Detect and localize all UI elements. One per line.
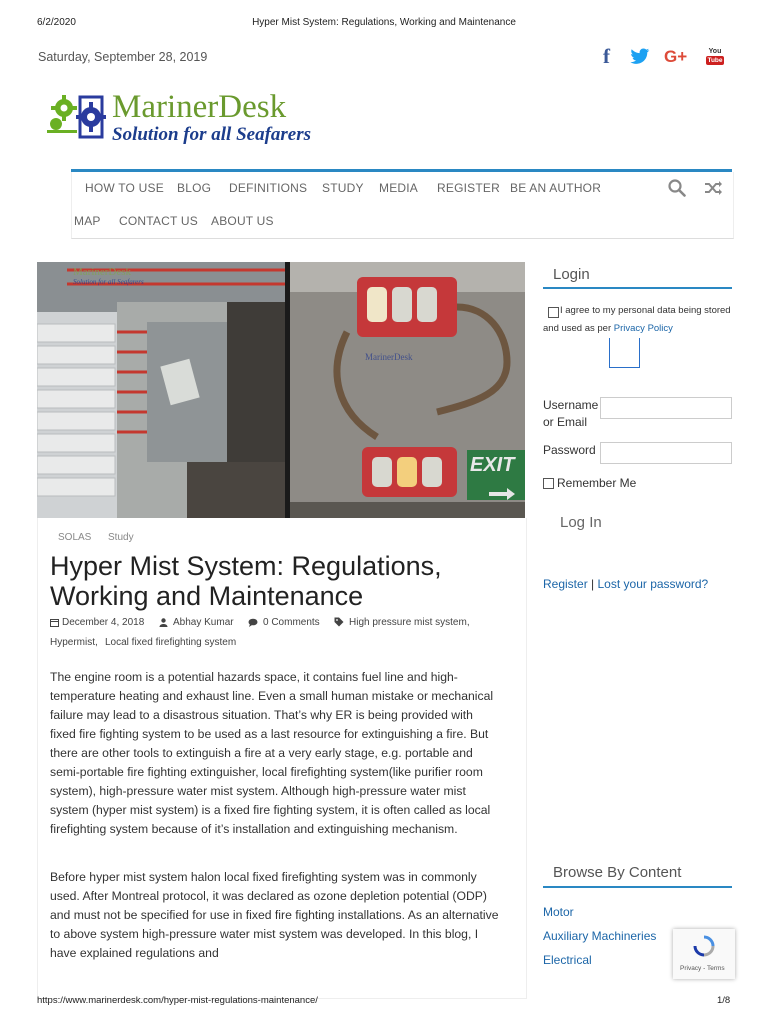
- article-paragraph-2: Before hyper mist system halon local fixed firefighting system was in commonly used. After Montreal protocol, it was declared as ozone depletion potential (ODP) and must not be specified for use in fixed fire fighting installations. As an alternative to above system high-pressure water mist system was developed. In this blog, I have explained regulations and: [50, 870, 499, 960]
- logo-name[interactable]: MarinerDesk: [112, 89, 287, 125]
- watermark-name: MarinerDesk: [73, 266, 132, 278]
- nav-about-us[interactable]: ABOUT US: [211, 214, 274, 228]
- nav-media[interactable]: MEDIA: [379, 181, 419, 195]
- facebook-icon[interactable]: f: [603, 44, 610, 68]
- print-page-number: 1/8: [717, 995, 731, 1006]
- nav-how-to-use[interactable]: HOW TO USE: [85, 181, 164, 195]
- watermark-name-2: MarinerDesk: [365, 352, 413, 362]
- nav-map[interactable]: MAP: [74, 214, 101, 228]
- article-paragraph-1: The engine room is a potential hazards space, it contains fuel line and high-temperature heating and exhaust line. Even a small human mistake or mechanical failure may lead to a disastrous situation. That’s why ER is being provided with fixed fire fighting system to be used as a last resource for extinguishing a fire. But there are other tools to extinguish a fire at a very early stage, e.g. portable and semi-portable fire fighting extinguisher, local firefighting system(like purifier room system), high-pressure water mist system. Although high-pressure water mist system (hyper mist system) is a fixed fire fighting system, it is often called as local firefighting system because of it’s installation and extinguishing mechanism.: [50, 670, 494, 836]
- remember-me-label: Remember Me: [557, 476, 637, 490]
- category-study[interactable]: Study: [108, 532, 134, 543]
- nav-register[interactable]: REGISTER: [437, 181, 500, 195]
- tag-hypermist[interactable]: Hypermist,: [50, 637, 98, 648]
- google-plus-icon[interactable]: G+: [664, 47, 688, 66]
- login-title: Login: [553, 266, 590, 283]
- consent-text: [543, 302, 733, 338]
- nav-blog[interactable]: BLOG: [177, 181, 212, 195]
- browse-item-auxiliary-machineries[interactable]: Auxiliary Machineries: [543, 929, 657, 943]
- search-icon[interactable]: [668, 179, 686, 197]
- tag-local-fixed-firefighting[interactable]: Local fixed firefighting system: [105, 637, 237, 648]
- login-links: [543, 577, 708, 591]
- captcha-box[interactable]: [609, 338, 640, 368]
- print-title: Hyper Mist System: Regulations, Working and Maintenance: [252, 17, 516, 28]
- remember-me-checkbox[interactable]: [543, 478, 554, 489]
- login-links-separator: |: [591, 577, 595, 591]
- featured-image: [37, 262, 525, 518]
- post-date[interactable]: December 4, 2018: [62, 617, 145, 628]
- login-button[interactable]: Log In: [560, 514, 602, 531]
- privacy-policy-link[interactable]: Privacy Policy: [613, 323, 673, 334]
- category-solas[interactable]: SOLAS: [58, 532, 92, 543]
- tag-icon: [334, 617, 344, 627]
- recaptcha-links[interactable]: Privacy - Terms: [680, 965, 725, 972]
- nav-study[interactable]: STUDY: [322, 181, 364, 195]
- browse-item-electrical[interactable]: Electrical: [543, 953, 592, 967]
- password-input[interactable]: [600, 442, 732, 464]
- featured-image-art: [37, 262, 525, 518]
- username-label: Username or Email: [543, 398, 599, 429]
- nav-contact-us[interactable]: CONTACT US: [119, 214, 198, 228]
- tag-hypermist-label: Hypermist: [50, 637, 96, 648]
- post-author[interactable]: Abhay Kumar: [173, 617, 234, 628]
- logo-tagline: [112, 124, 311, 146]
- post-comments[interactable]: 0 Comments: [263, 617, 320, 628]
- tag-high-pressure-mist[interactable]: High pressure mist system,: [349, 617, 470, 628]
- browse-item-motor[interactable]: Motor: [543, 905, 574, 919]
- browse-title: Browse By Content: [553, 864, 682, 881]
- logo-tagline-emphasis: Seafarers: [236, 124, 312, 145]
- exit-sign-text: EXIT: [470, 454, 515, 476]
- nav-be-an-author[interactable]: BE AN AUTHOR: [510, 181, 602, 195]
- logo-tagline-prefix: Solution for all: [112, 124, 237, 145]
- calendar-icon: [50, 618, 59, 627]
- current-date: Saturday, September 28, 2019: [38, 50, 208, 64]
- login-title-underline: [543, 287, 732, 289]
- twitter-icon[interactable]: [630, 48, 650, 65]
- youtube-icon[interactable]: [706, 48, 724, 66]
- consent-label: I agree to my personal data being stored and used as per: [543, 305, 731, 334]
- watermark-tagline: Solution for all Seafarers: [73, 278, 144, 286]
- youtube-icon-bottom: Tube: [707, 57, 723, 64]
- recaptcha-icon: [693, 935, 715, 957]
- nav-definitions[interactable]: DEFINITIONS: [229, 181, 308, 195]
- shuffle-icon[interactable]: [704, 180, 723, 196]
- logo-gear-icon[interactable]: [44, 92, 108, 142]
- article-title: Hyper Mist System: Regulations, Working and Maintenance: [50, 551, 442, 611]
- register-link[interactable]: Register: [543, 577, 588, 591]
- youtube-icon-top: You: [708, 48, 722, 55]
- password-label: Password: [543, 443, 596, 457]
- lost-password-link[interactable]: Lost your password?: [597, 577, 709, 591]
- recaptcha-badge[interactable]: [673, 929, 735, 979]
- username-input[interactable]: [600, 397, 732, 419]
- browse-title-underline: [543, 886, 732, 888]
- comment-icon: [248, 618, 258, 627]
- tag-high-pressure-mist-label: High pressure mist system: [349, 617, 467, 628]
- print-date: 6/2/2020: [37, 17, 76, 28]
- print-url: https://www.marinerdesk.com/hyper-mist-regulations-maintenance/: [37, 995, 318, 1006]
- user-icon: [159, 618, 168, 627]
